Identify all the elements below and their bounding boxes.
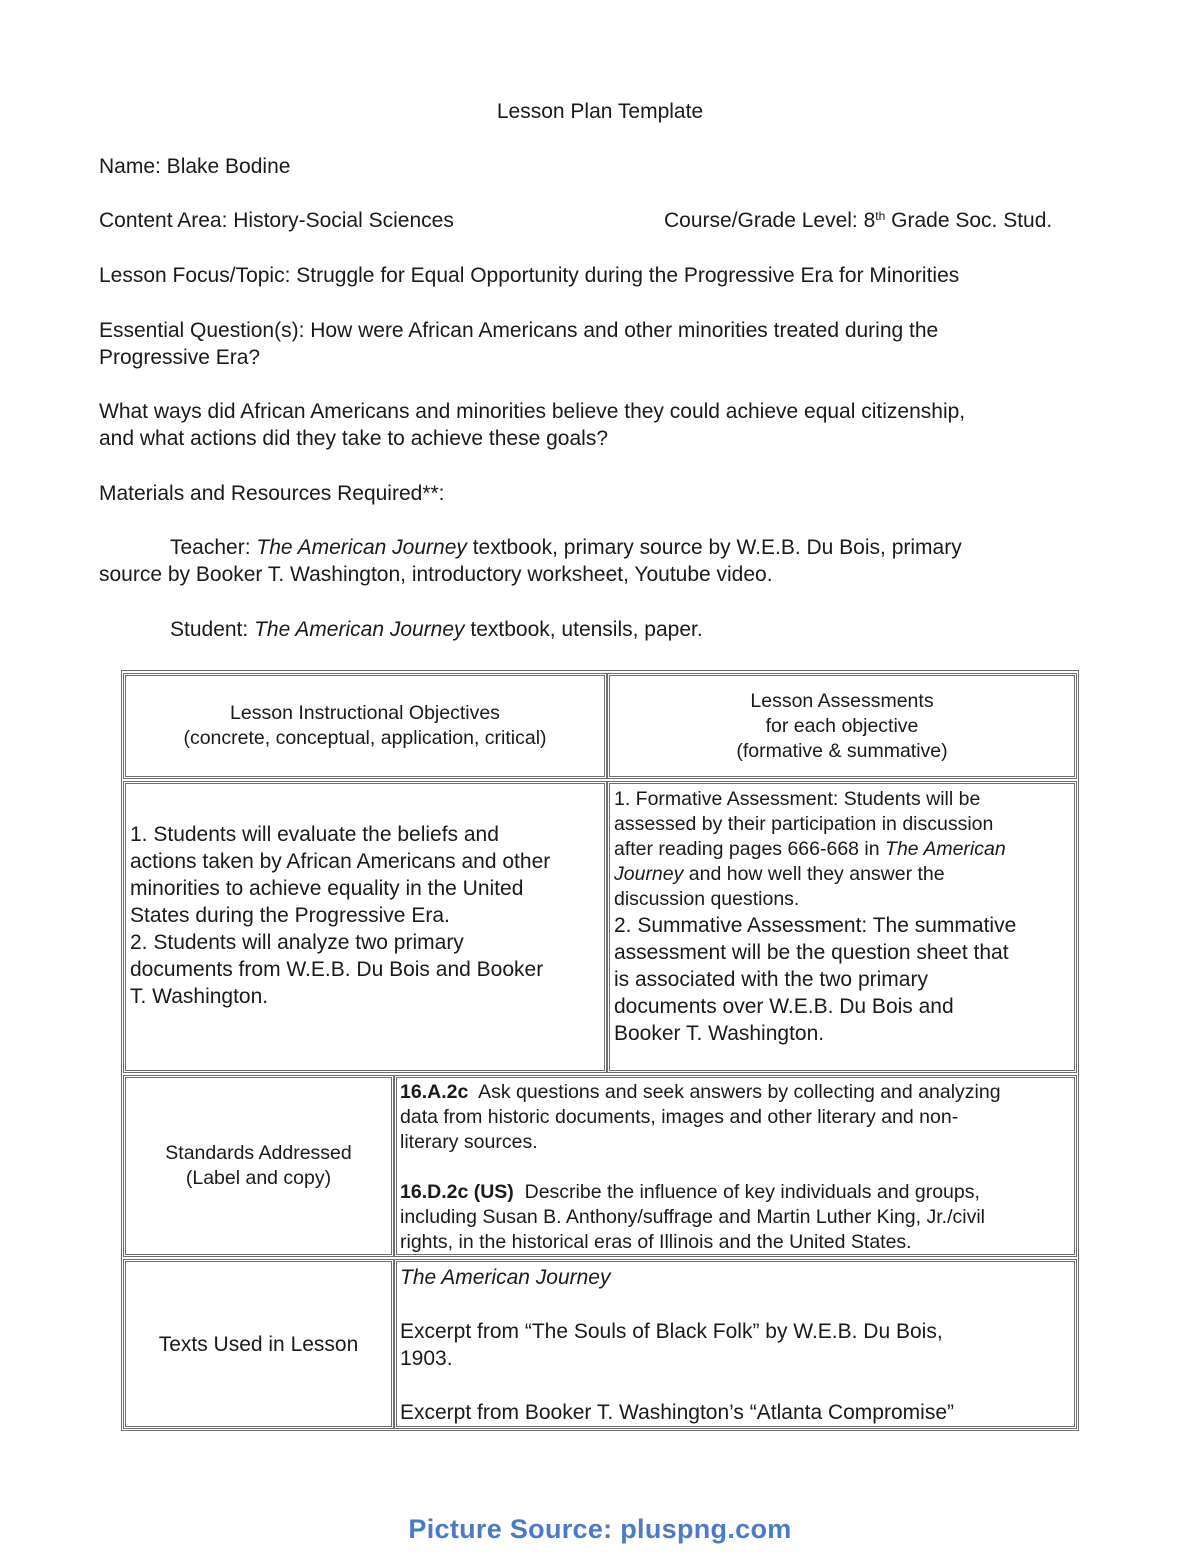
objectives-header-line-1: Lesson Instructional Objectives — [230, 702, 500, 724]
standard-2-text: Describe the influence of key individuals and groups, — [513, 1181, 980, 1203]
student-materials — [170, 616, 703, 644]
teacher-materials-line-1 — [170, 534, 962, 562]
formative-line-3 — [614, 837, 1074, 862]
assessments-header-line-3: (formative & summative) — [736, 739, 948, 762]
ways-question-line-1: What ways did African Americans and minorities believe they could achieve equal citizenship, — [99, 400, 966, 423]
objective-line: 2. Students will analyze two primary — [130, 931, 464, 954]
formative-line-2: assessed by their participation in discussion — [614, 813, 994, 835]
standard-1-line-2: data from historic documents, images and other literary and non- — [400, 1106, 959, 1128]
course-grade-field — [664, 207, 1052, 235]
teacher-materials-rest: textbook, primary source by W.E.B. Du Bois, primary — [466, 536, 962, 559]
summative-line: assessment will be the question sheet that — [614, 941, 1009, 964]
formative-line-3-text: after reading pages 666-668 in — [614, 838, 886, 860]
text-item-3: Excerpt from Booker T. Washington’s “Atlanta Compromise” — [400, 1401, 954, 1424]
objectives-header-line-2: (concrete, conceptual, application, critical) — [183, 727, 547, 749]
essential-question-line-1: Essential Question(s): How were African Americans and other minorities treated during the — [99, 319, 939, 342]
standard-1-code: 16.A.2c — [400, 1081, 469, 1103]
teacher-label: Teacher: — [170, 536, 257, 559]
assessments-cell — [607, 781, 1077, 1073]
objective-line: States during the Progressive Era. — [130, 904, 450, 927]
formative-line-5: discussion questions. — [614, 888, 800, 910]
assessments-header-cell — [607, 673, 1077, 779]
teacher-materials-line-2: source by Booker T. Washington, introductory worksheet, Youtube video. — [99, 563, 773, 586]
teacher-book-title: The American Journey — [256, 536, 467, 559]
formative-line-4-text: and how well they answer the — [683, 863, 945, 885]
course-grade-suffix: Grade Soc. Stud. — [885, 209, 1053, 232]
summative-line: Booker T. Washington. — [614, 1022, 825, 1045]
lesson-focus-field: Lesson Focus/Topic: Struggle for Equal Opportunity during the Progressive Era for Minorities — [99, 264, 960, 287]
assessments-header-line-1: Lesson Assessments — [750, 689, 934, 712]
content-area-field: Content Area: History-Social Sciences — [99, 209, 454, 232]
standards-label-line-2: (Label and copy) — [185, 1167, 332, 1189]
picture-source-caption: Picture Source: pluspng.com — [408, 1514, 792, 1544]
essential-question-line-2: Progressive Era? — [99, 346, 261, 369]
objective-line: actions taken by African Americans and other — [130, 850, 551, 873]
assessments-header-line-2: for each objective — [765, 714, 919, 737]
text-item-1: The American Journey — [400, 1266, 611, 1289]
formative-line-1: 1. Formative Assessment: Students will be — [614, 788, 981, 810]
objectives-cell — [123, 781, 607, 1073]
summative-line: 2. Summative Assessment: The summative — [614, 914, 1017, 937]
objectives-header-cell — [123, 673, 607, 779]
document-title: Lesson Plan Template — [496, 100, 704, 123]
standard-1-line-3: literary sources. — [400, 1131, 538, 1153]
objective-line: 1. Students will evaluate the beliefs and — [130, 823, 499, 846]
summative-line: documents over W.E.B. Du Bois and — [614, 995, 954, 1018]
standards-label-line-1: Standards Addressed — [165, 1142, 352, 1164]
texts-content-cell — [394, 1259, 1077, 1429]
student-label: Student: — [170, 618, 255, 641]
formative-line-4 — [614, 862, 1074, 887]
name-field: Name: Blake Bodine — [99, 155, 291, 178]
standard-2-line-1 — [400, 1180, 1074, 1205]
materials-heading: Materials and Resources Required**: — [99, 482, 445, 505]
student-book-title: The American Journey — [254, 618, 465, 641]
ways-question-line-2: and what actions did they take to achieve these goals? — [99, 427, 609, 450]
standard-2-line-3: rights, in the historical eras of Illinois and the United States. — [400, 1231, 912, 1253]
course-grade-sup: th — [875, 209, 886, 223]
summative-line: is associated with the two primary — [614, 968, 928, 991]
student-materials-rest: textbook, utensils, paper. — [464, 618, 703, 641]
standard-1-text: Ask questions and seek answers by collecting and analyzing — [468, 1081, 1001, 1103]
formative-book-title-part-2: Journey — [614, 863, 684, 885]
formative-book-title-part-1: The American — [885, 838, 1006, 860]
texts-label: Texts Used in Lesson — [158, 1332, 359, 1356]
standards-content-cell — [394, 1075, 1077, 1257]
objective-line: T. Washington. — [130, 985, 269, 1008]
objective-line: minorities to achieve equality in the United — [130, 877, 524, 900]
objective-line: documents from W.E.B. Du Bois and Booker — [130, 958, 544, 981]
standards-label-cell — [123, 1075, 394, 1257]
text-item-2-line-1: Excerpt from “The Souls of Black Folk” by W.E.B. Du Bois, — [400, 1320, 943, 1343]
course-grade-prefix: Course/Grade Level: 8 — [664, 209, 876, 232]
texts-label-cell — [123, 1259, 394, 1429]
text-item-2-line-2: 1903. — [400, 1347, 453, 1370]
standard-2-code: 16.D.2c (US) — [400, 1181, 514, 1203]
standard-1-line-1 — [400, 1080, 1074, 1105]
standard-2-line-2: including Susan B. Anthony/suffrage and Martin Luther King, Jr./civil — [400, 1206, 985, 1228]
